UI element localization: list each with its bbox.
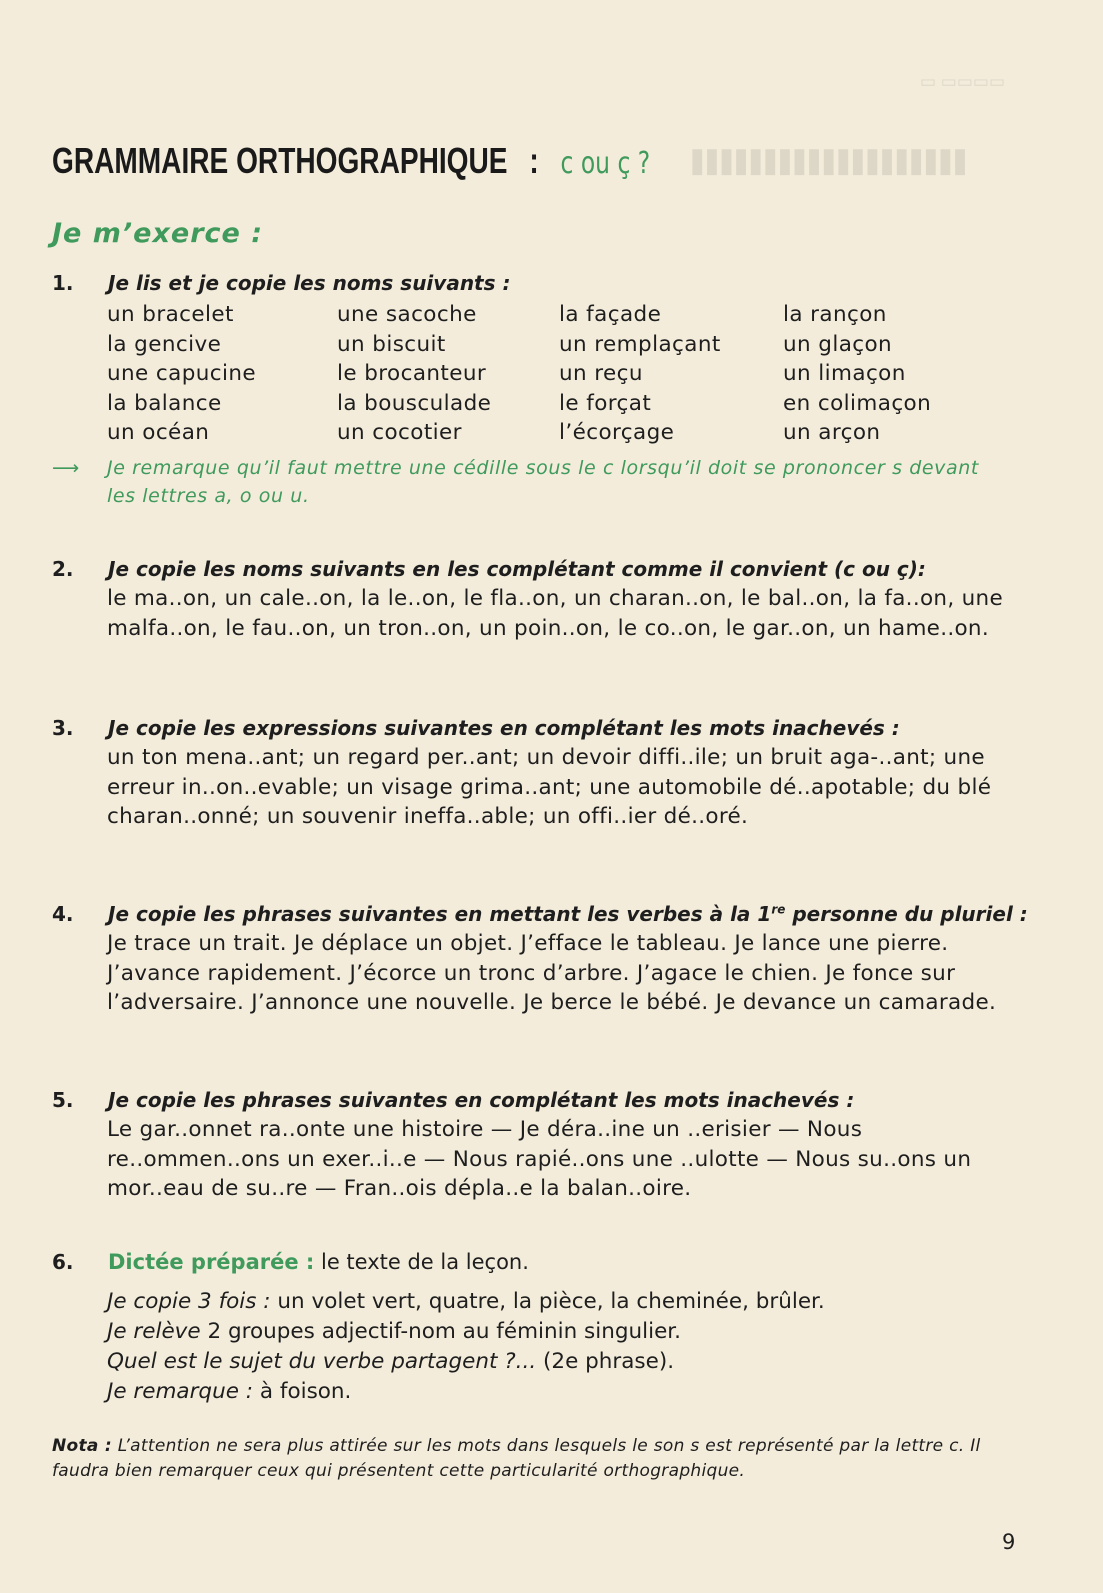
- noun-item: l’écorçage: [559, 420, 675, 445]
- dictee-line-rest: 2 groupes adjectif-nom au féminin singulier.: [207, 1319, 682, 1344]
- noun-item: la balance: [107, 390, 222, 416]
- exercise-instruction: [108, 902, 1028, 926]
- page-number: 9: [1002, 1530, 1016, 1554]
- dictee-lines: [107, 1287, 1012, 1407]
- noun-item: un arçon: [783, 420, 881, 445]
- noun-item: un limaçon: [783, 361, 906, 386]
- title-colon: :: [529, 140, 539, 181]
- dictee-label-rest: le texte de la leçon.: [321, 1250, 529, 1274]
- noun-item: un bracelet: [107, 302, 234, 327]
- noun-item: un océan: [107, 420, 210, 445]
- noun-item: un remplaçant: [559, 331, 721, 357]
- bleed-through-decoration: ▭ ▭▭▭▭: [920, 72, 1006, 91]
- dictee-line-rest: (2e phrase).: [543, 1349, 675, 1374]
- noun-item: la bousculade: [337, 390, 492, 416]
- dictee-line-lead: Je relève: [107, 1319, 201, 1344]
- title-subtitle: c ou ç ?: [560, 146, 651, 181]
- dictee-line: [107, 1377, 1012, 1407]
- exercise-number: 5.: [52, 1088, 74, 1112]
- dictee-line-lead: Je remarque :: [107, 1379, 254, 1404]
- noun-column-3: [559, 300, 721, 448]
- nota-label: Nota :: [52, 1436, 113, 1456]
- dictee-line: [107, 1317, 1012, 1347]
- instruction-end: personne du pluriel :: [785, 902, 1028, 926]
- exercise-instruction: Je lis et je copie les noms suivants :: [108, 271, 511, 295]
- noun-column-2: [337, 300, 491, 448]
- exercise-instruction: Je copie les expressions suivantes en complétant les mots inachevés :: [108, 716, 900, 740]
- noun-item: le brocanteur: [337, 361, 487, 386]
- bleed-through-decoration: ▮▮▮▮▮▮▮▮▮▮▮▮▮▮▮▮▮▮▮: [690, 141, 968, 179]
- exercise-text: le ma..on, un cale..on, la le..on, le fla..on, un charan..on, le bal..on, la fa..on, une malfa..on, le fau..on, un tron..on, un poin..on, le co..on, le gar..on, un hame..on.: [107, 586, 1003, 641]
- exercise-text: Le gar..onnet ra..onte une histoire — Je déra..ine un ..erisier — Nous re..ommen..ons un exer..i..e — Nous rapié..ons une ..ulotte — Nous su..ons un mor..eau de su..re — Fran..ois dépla..e la balan..oire.: [107, 1117, 972, 1201]
- noun-column-4: [783, 300, 931, 448]
- right-arrow-icon: ⟶: [52, 457, 80, 479]
- dictee-line-rest: à foison.: [259, 1379, 352, 1404]
- exercise-text: un ton mena..ant; un regard per..ant; un devoir diffi..ile; un bruit aga-..ant; une erreur in..on..evable; un visage grima..ant; une automobile dé..apotable; du blé charan..onné; un souvenir ineffa..able; un offi..ier dé..oré.: [107, 745, 992, 829]
- noun-item: la rançon: [783, 302, 887, 327]
- exercise-number: 2.: [52, 557, 74, 581]
- noun-item: la façade: [559, 302, 662, 327]
- dictee-line: [107, 1287, 1012, 1317]
- noun-columns: [107, 300, 1012, 450]
- exercise-instruction: Je copie les phrases suivantes en complétant les mots inachevés :: [108, 1088, 855, 1112]
- exercise-text: Je trace un trait. Je déplace un objet. J’efface le tableau. Je lance une pierre. J’avance rapidement. J’écorce un tronc d’arbre. J’agace le chien. Je fonce sur l’adversaire. J’annonce une nouvelle. Je berce le bébé. Je devance un camarade.: [107, 931, 997, 1015]
- noun-item: le forçat: [559, 390, 652, 416]
- remark-text: Je remarque qu’il faut mettre une cédille sous le c lorsqu’il doit se prononcer s devant les lettres a, o ou u.: [107, 457, 979, 507]
- dictee-line: [107, 1347, 1012, 1377]
- dictee-heading: [108, 1250, 529, 1274]
- page-title: [52, 140, 650, 182]
- noun-column-1: [107, 300, 256, 448]
- exercise-number: 6.: [52, 1250, 74, 1274]
- nota-footnote: [52, 1434, 1022, 1484]
- instruction-superscript: re: [771, 902, 786, 917]
- exercise-instruction: Je copie les noms suivants en les complétant comme il convient (c ou ç):: [108, 557, 926, 581]
- dictee-label: Dictée préparée :: [108, 1250, 315, 1274]
- dictee-line-rest: un volet vert, quatre, la pièce, la cheminée, brûler.: [277, 1289, 825, 1314]
- exercise-number: 3.: [52, 716, 74, 740]
- dictee-line-lead: Quel est le sujet du verbe partagent ?...: [107, 1349, 537, 1374]
- dictee-line-lead: Je copie 3 fois :: [107, 1289, 271, 1314]
- noun-item: un cocotier: [337, 420, 462, 445]
- noun-item: une sacoche: [337, 302, 477, 327]
- instruction-start: Je copie les phrases suivantes en mettant les verbes à la 1: [108, 902, 772, 926]
- section-heading: Je m’exerce :: [52, 218, 264, 249]
- noun-item: un glaçon: [783, 331, 893, 357]
- noun-item: une capucine: [107, 361, 257, 386]
- title-text: GRAMMAIRE ORTHOGRAPHIQUE: [52, 140, 508, 181]
- exercise-number: 1.: [52, 271, 74, 295]
- noun-item: un biscuit: [337, 331, 446, 357]
- nota-text: L’attention ne sera plus attirée sur les mots dans lesquels le son s est représenté par la lettre c. Il faudra bien remarquer ceux qui présentent cette particularité orthographique.: [52, 1436, 981, 1481]
- noun-item: la gencive: [107, 331, 222, 357]
- noun-item: un reçu: [559, 361, 643, 386]
- exercise-number: 4.: [52, 902, 74, 926]
- noun-item: en colimaçon: [783, 390, 932, 416]
